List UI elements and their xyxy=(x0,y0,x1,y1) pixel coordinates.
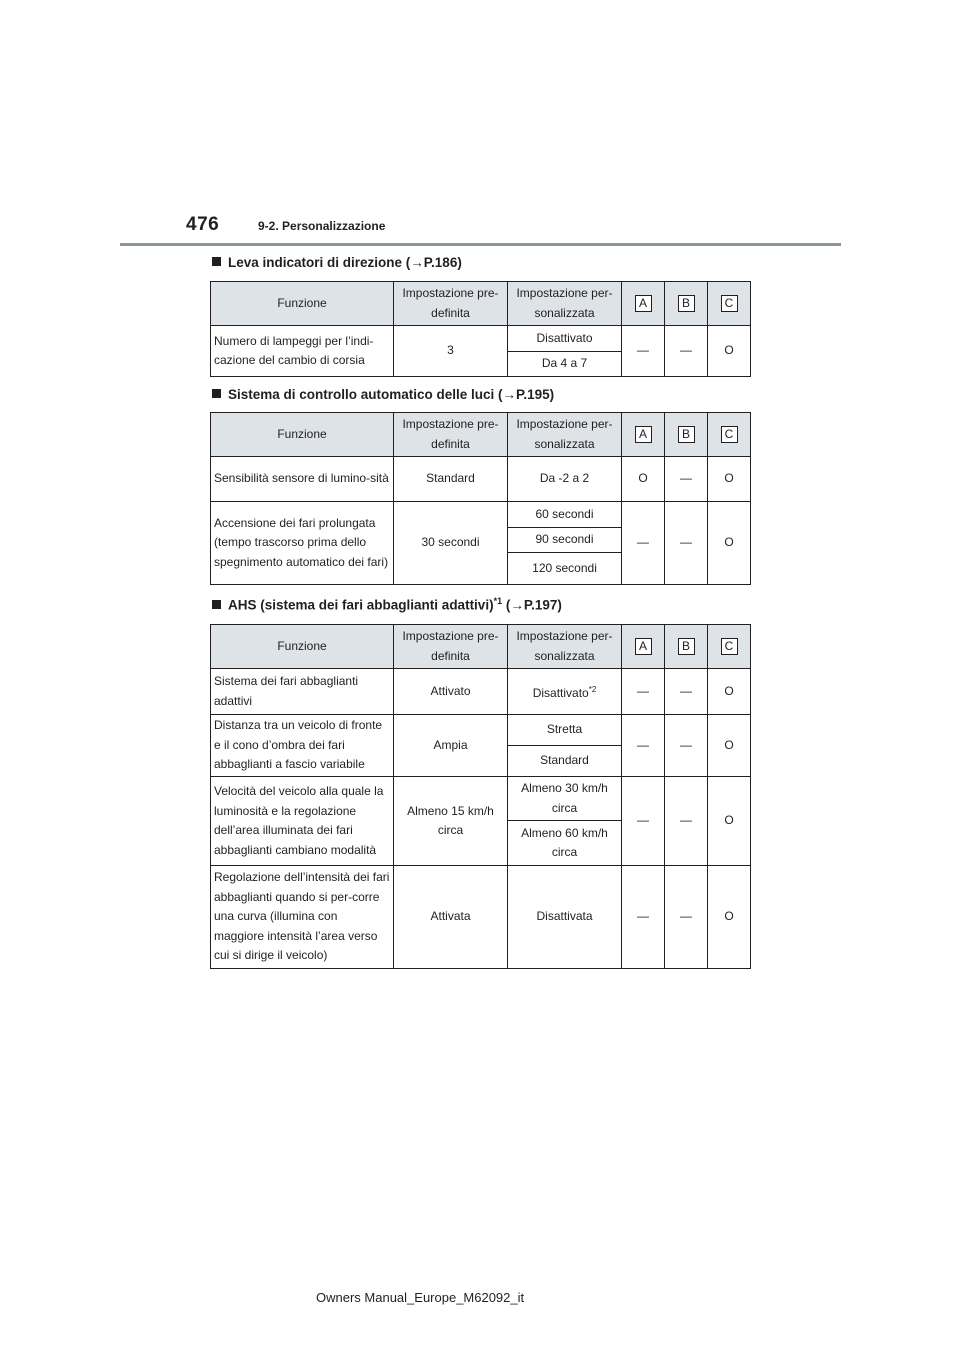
column-header-a xyxy=(622,413,665,457)
table1-header-row xyxy=(211,282,751,326)
c-cell: O xyxy=(708,777,751,866)
a-cell: — xyxy=(622,326,665,377)
table-row xyxy=(211,326,751,352)
footnote-ref-1: *1 xyxy=(493,596,503,606)
function-cell: Numero di lampeggi per l’indi-cazione del cambio di corsia xyxy=(211,326,394,377)
column-header-b xyxy=(665,413,708,457)
custom-value: Disattivato xyxy=(532,685,589,700)
a-cell: — xyxy=(622,866,665,969)
table2-heading xyxy=(212,387,554,402)
table2-header-row xyxy=(211,413,751,457)
function-cell: Regolazione dell’intensità dei fari abbaglianti quando si per-corre una curva (illumina con maggiore intensità l’area verso cui si dirige il veicolo) xyxy=(211,866,394,969)
function-cell: Distanza tra un veicolo di fronte e il cono d’ombra dei fari abbaglianti a fascio variabile xyxy=(211,715,394,777)
column-header-default: Impostazione pre-definita xyxy=(394,625,508,669)
custom-cell: 120 secondi xyxy=(508,553,622,585)
b-cell: — xyxy=(665,715,708,777)
table3-adaptive-high-beam xyxy=(210,624,751,969)
function-cell: Sistema dei fari abbaglianti adattivi xyxy=(211,669,394,715)
b-cell: — xyxy=(665,866,708,969)
letter-c-icon: C xyxy=(721,426,738,443)
c-cell: O xyxy=(708,669,751,715)
default-cell: 3 xyxy=(394,326,508,377)
b-cell: — xyxy=(665,326,708,377)
letter-b-icon: B xyxy=(678,295,695,312)
default-cell: 30 secondi xyxy=(394,502,508,585)
column-header-c xyxy=(708,282,751,326)
column-header-b xyxy=(665,625,708,669)
default-cell: Almeno 15 km/h circa xyxy=(394,777,508,866)
custom-cell: Da -2 a 2 xyxy=(508,457,622,502)
footnote-ref-2: *2 xyxy=(588,684,597,694)
column-header-function: Funzione xyxy=(211,413,394,457)
default-cell: Attivata xyxy=(394,866,508,969)
section-title: 9-2. Personalizzazione xyxy=(258,219,386,233)
table-row xyxy=(211,715,751,746)
table-row xyxy=(211,502,751,528)
column-header-function: Funzione xyxy=(211,625,394,669)
square-bullet-icon xyxy=(212,257,221,266)
custom-cell: Almeno 60 km/h circa xyxy=(508,821,622,866)
column-header-function: Funzione xyxy=(211,282,394,326)
letter-a-icon: A xyxy=(635,426,652,443)
a-cell: O xyxy=(622,457,665,502)
square-bullet-icon xyxy=(212,600,221,609)
column-header-c xyxy=(708,413,751,457)
letter-a-icon: A xyxy=(635,295,652,312)
column-header-default: Impostazione pre-definita xyxy=(394,413,508,457)
default-cell: Standard xyxy=(394,457,508,502)
page-number: 476 xyxy=(186,214,220,235)
table2-heading-text: Sistema di controllo automatico delle luci (→P.195) xyxy=(228,387,555,402)
b-cell: — xyxy=(665,669,708,715)
table-row xyxy=(211,669,751,715)
column-header-b xyxy=(665,282,708,326)
table2-auto-light-control xyxy=(210,412,751,585)
column-header-custom: Impostazione per-sonalizzata xyxy=(508,413,622,457)
c-cell: O xyxy=(708,866,751,969)
function-cell: Accensione dei fari prolungata (tempo trascorso prima dello spegnimento automatico dei fari) xyxy=(211,502,394,585)
a-cell: — xyxy=(622,669,665,715)
b-cell: — xyxy=(665,502,708,585)
a-cell: — xyxy=(622,502,665,585)
custom-cell: Almeno 30 km/h circa xyxy=(508,777,622,821)
default-cell: Attivato xyxy=(394,669,508,715)
b-cell: — xyxy=(665,777,708,866)
letter-a-icon: A xyxy=(635,638,652,655)
table-row xyxy=(211,777,751,821)
header-divider xyxy=(120,243,841,246)
table-row xyxy=(211,457,751,502)
custom-cell: Stretta xyxy=(508,715,622,746)
table3-heading xyxy=(212,596,562,613)
table3-heading-text: AHS (sistema dei fari abbaglianti adattivi) xyxy=(228,597,494,613)
custom-cell: 60 secondi xyxy=(508,502,622,528)
custom-cell: 90 secondi xyxy=(508,528,622,553)
a-cell: — xyxy=(622,777,665,866)
custom-cell: Disattivato xyxy=(508,326,622,352)
custom-cell: Disattivata xyxy=(508,866,622,969)
column-header-custom: Impostazione per-sonalizzata xyxy=(508,625,622,669)
table3-header-row xyxy=(211,625,751,669)
letter-b-icon: B xyxy=(678,426,695,443)
function-cell: Sensibilità sensore di lumino-sità xyxy=(211,457,394,502)
table1-turn-signal-lever xyxy=(210,281,751,377)
b-cell: — xyxy=(665,457,708,502)
column-header-a xyxy=(622,625,665,669)
custom-cell: Standard xyxy=(508,746,622,777)
letter-c-icon: C xyxy=(721,638,738,655)
default-cell: Ampia xyxy=(394,715,508,777)
column-header-a xyxy=(622,282,665,326)
c-cell: O xyxy=(708,715,751,777)
c-cell: O xyxy=(708,326,751,377)
a-cell: — xyxy=(622,715,665,777)
c-cell: O xyxy=(708,502,751,585)
table1-heading xyxy=(212,255,462,270)
footer-document-id: Owners Manual_Europe_M62092_it xyxy=(316,1290,525,1305)
table3-heading-ref: (→P.197) xyxy=(505,597,562,613)
table-row xyxy=(211,866,751,969)
function-cell: Velocità del veicolo alla quale la luminosità e la regolazione dell’area illuminata dei fari abbaglianti cambiano modalità xyxy=(211,777,394,866)
column-header-default: Impostazione pre-definita xyxy=(394,282,508,326)
letter-b-icon: B xyxy=(678,638,695,655)
column-header-c xyxy=(708,625,751,669)
letter-c-icon: C xyxy=(721,295,738,312)
c-cell: O xyxy=(708,457,751,502)
custom-cell: Da 4 a 7 xyxy=(508,352,622,377)
square-bullet-icon xyxy=(212,389,221,398)
column-header-custom: Impostazione per-sonalizzata xyxy=(508,282,622,326)
table1-heading-text: Leva indicatori di direzione (→P.186) xyxy=(228,255,462,270)
custom-cell xyxy=(508,669,622,715)
